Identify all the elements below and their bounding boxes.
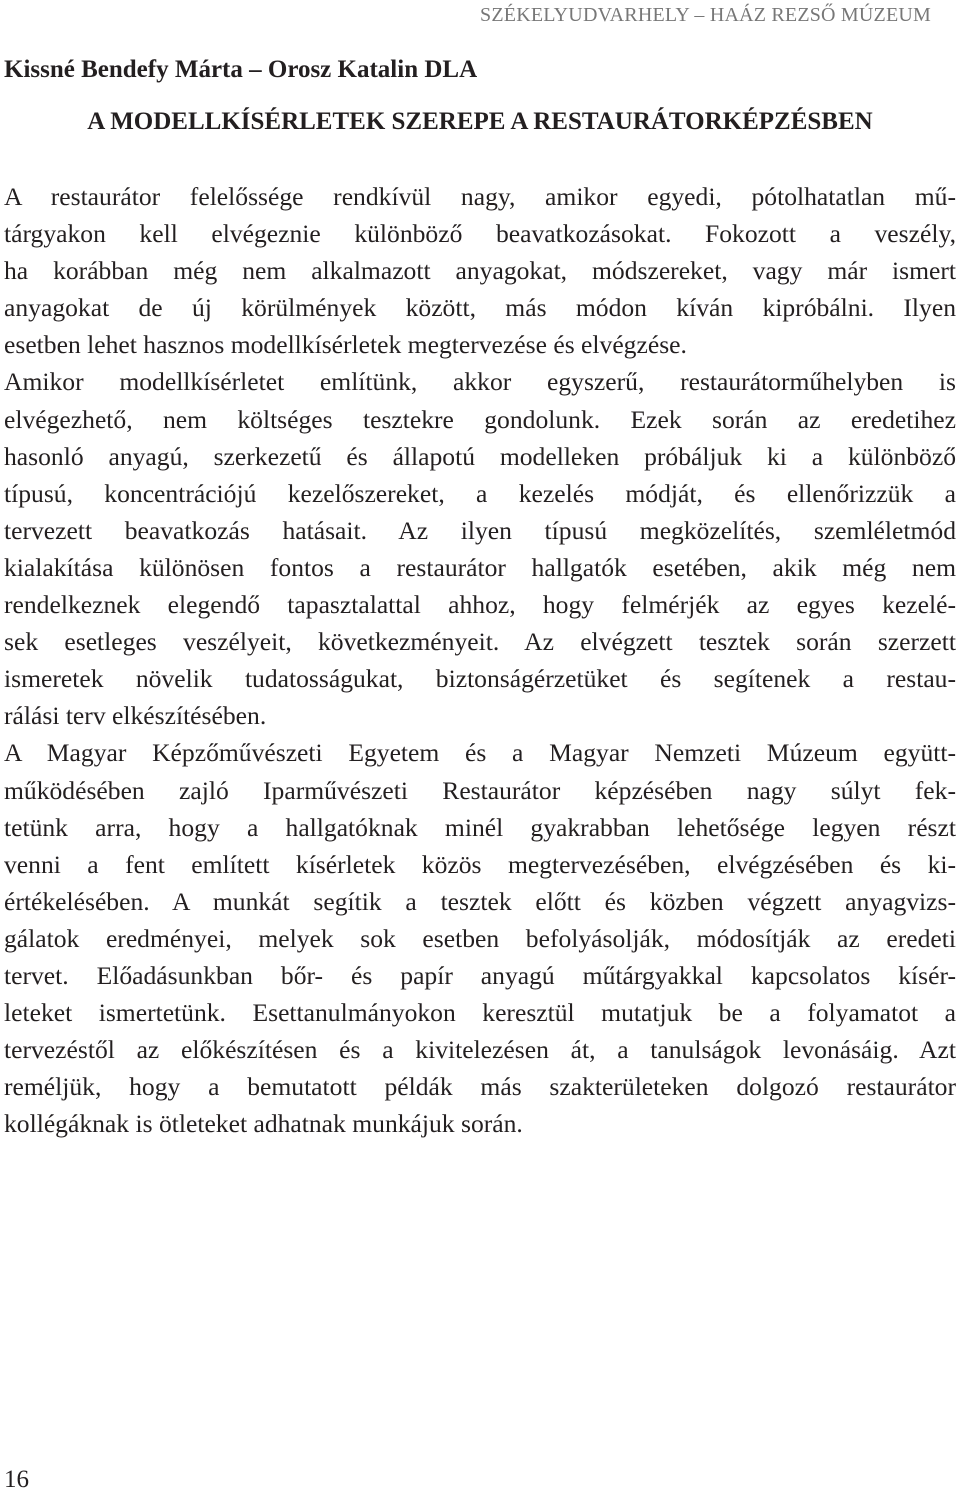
- body-line: kialakítása különösen fontos a restaurátor hallgatók esetében, akik még nem: [4, 552, 956, 582]
- body-line: ha korábban még nem alkalmazott anyagokat, módszereket, vagy már ismert: [4, 256, 956, 286]
- body-line: ismeretek növelik tudatosságukat, biztonságérzetüket és segítenek a restau-: [4, 664, 956, 694]
- body-line: sek esetleges veszélyeit, következményeit. Az elvégzett tesztek során szerzett: [4, 627, 956, 657]
- body-line: hasonló anyagú, szerkezetű és állapotú modelleken próbáljuk ki a különböző: [4, 441, 956, 471]
- body-line: típusú, koncentrációjú kezelőszereket, a kezelés módját, és ellenőrizzük a: [4, 478, 956, 508]
- body-line: tetünk arra, hogy a hallgatóknak minél gyakrabban lehetősége legyen részt: [4, 812, 956, 842]
- body-line: venni a fent említett kísérletek közös megtervezésében, elvégzésében és ki-: [4, 849, 956, 879]
- body-line: Amikor modellkísérletet említünk, akkor egyszerű, restaurátorműhelyben is: [4, 367, 956, 397]
- body-line: anyagokat de új körülmények között, más módon kíván kipróbálni. Ilyen: [4, 293, 956, 323]
- body-line: tárgyakon kell elvégeznie különböző beavatkozásokat. Fokozott a veszély,: [4, 219, 956, 249]
- body-line: leteket ismertetünk. Esettanulmányokon keresztül mutatjuk be a folyamatot a: [4, 998, 956, 1028]
- body-line: működésében zajló Iparművészeti Restaurátor képzésében nagy súlyt fek-: [4, 775, 956, 805]
- body-line: reméljük, hogy a bemutatott példák más szakterületeken dolgozó restaurátor: [4, 1072, 956, 1102]
- body-line: kollégáknak is ötleteket adhatnak munkájuk során.: [4, 1109, 523, 1139]
- body-line: rálási terv elkészítésében.: [4, 701, 267, 731]
- article-title: A MODELLKÍSÉRLETEK SZEREPE A RESTAURÁTORKÉPZÉSBEN: [87, 108, 873, 135]
- body-line: elvégezhető, nem költséges tesztekre gondolunk. Ezek során az eredetihez: [4, 404, 956, 434]
- body-line: tervet. Előadásunkban bőr- és papír anyagú műtárgyakkal kapcsolatos kísér-: [4, 960, 956, 990]
- article-body: [4, 178, 956, 1142]
- body-line: esetben lehet hasznos modellkísérletek megtervezése és elvégzése.: [4, 330, 687, 360]
- article-authors: Kissné Bendefy Márta – Orosz Katalin DLA: [4, 56, 478, 83]
- body-line: gálatok eredményei, melyek sok esetben befolyásolják, módosítják az eredeti: [4, 923, 956, 953]
- body-line: rendelkeznek elegendő tapasztalattal ahhoz, hogy felmérjék az egyes kezelé-: [4, 590, 956, 620]
- running-header: SZÉKELYUDVARHELY – HAÁZ REZSŐ MÚZEUM: [480, 4, 931, 26]
- page-number: 16: [4, 1466, 29, 1493]
- body-line: A Magyar Képzőművészeti Egyetem és a Magyar Nemzeti Múzeum együtt-: [4, 738, 956, 768]
- body-line: A restaurátor felelőssége rendkívül nagy, amikor egyedi, pótolhatatlan mű-: [4, 182, 956, 211]
- body-line: tervezett beavatkozás hatásait. Az ilyen típusú megközelítés, szemléletmód: [4, 515, 956, 545]
- body-line: értékelésében. A munkát segítik a tesztek előtt és közben végzett anyagvizs-: [4, 886, 956, 916]
- body-line: tervezéstől az előkészítésen és a kivitelezésen át, a tanulságok levonásáig. Azt: [4, 1035, 956, 1065]
